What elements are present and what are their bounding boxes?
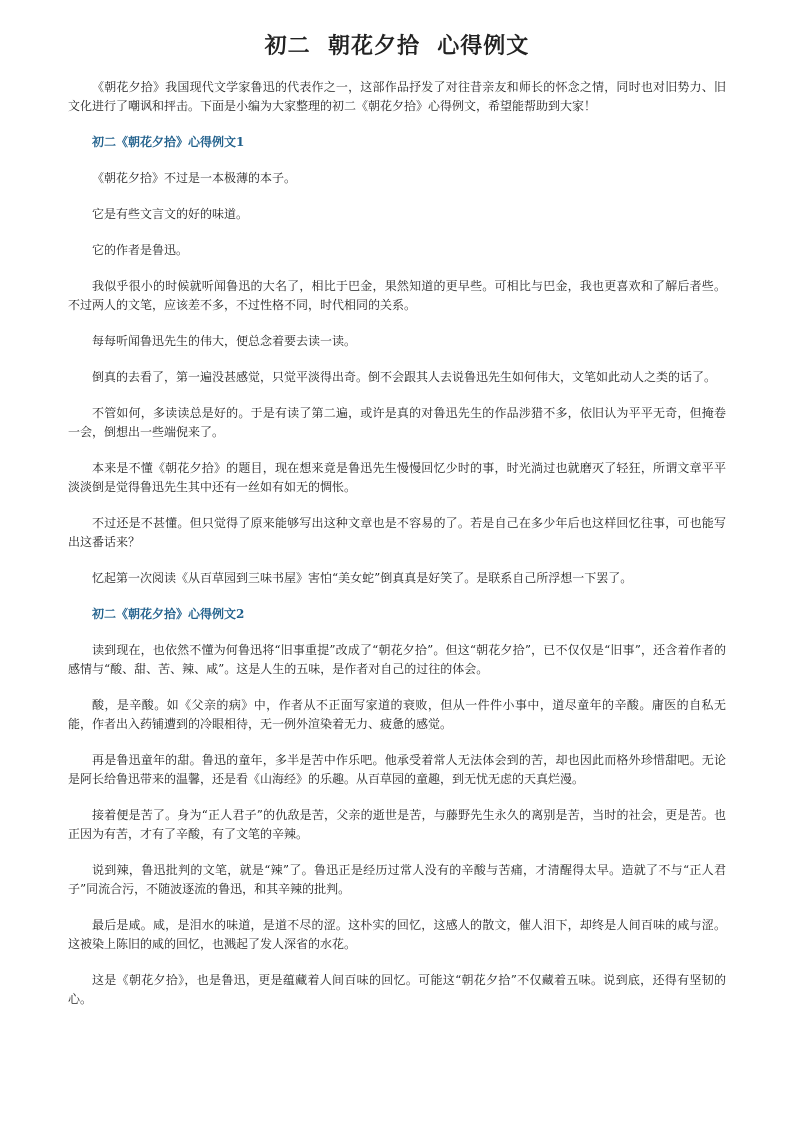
paragraph: 它是有些文言文的好的味道。	[92, 207, 249, 221]
paragraph: 倒真的去看了，第一遍没甚感觉，只觉平淡得出奇。倒不会跟其人去说鲁迅先生如何伟大，文笔如此动人之类的话了。	[92, 370, 717, 384]
paragraph: 再是鲁迅童年的甜。鲁迅的童年，多半是苦中作乐吧。他承受着常人无法体会到的苦，却也因此而格外珍惜甜吧。无论是阿长给鲁迅带来的温馨，还是看《山海经》的乐趣。从百草园的童趣，到无忧无虑的天真烂漫。	[68, 753, 726, 786]
paragraph: 最后是咸。咸，是泪水的味道，是道不尽的涩。这朴实的回忆，这感人的散文，催人泪下，却终是人间百味的咸与涩。这被染上陈旧的咸的回忆，也溅起了发人深省的水花。	[68, 918, 726, 951]
paragraph: 《朝花夕拾》不过是一本极薄的本子。	[92, 171, 297, 185]
paragraph: 说到辣，鲁迅批判的文笔，就是“辣”了。鲁迅正是经历过常人没有的辛酸与苦痛，才清醒得太早。造就了不与“正人君子”同流合污，不随波逐流的鲁迅，和其辛辣的批判。	[68, 863, 726, 896]
paragraph: 不管如何，多读读总是好的。于是有读了第二遍，或许是真的对鲁迅先生的作品涉猎不多，依旧认为平平无奇，但掩卷一会，倒想出一些端倪来了。	[68, 406, 726, 439]
paragraph: 它的作者是鲁迅。	[92, 243, 189, 257]
paragraph: 本来是不懂《朝花夕拾》的题目，现在想来竟是鲁迅先生慢慢回忆少时的事，时光淌过也就磨灭了轻狂，所谓文章平平淡淡倒是觉得鲁迅先生其中还有一丝如有如无的惆怅。	[68, 461, 726, 494]
paragraph: 接着便是苦了。身为“正人君子”的仇敌是苦，父亲的逝世是苦，与藤野先生永久的离别是苦，当时的社会，更是苦。也正因为有苦，才有了辛酸，有了文笔的辛辣。	[68, 808, 726, 841]
section-heading: 初二《朝花夕拾》心得例文1	[92, 135, 245, 149]
document-title: 初二 朝花夕拾 心得例文	[264, 34, 530, 59]
paragraph: 读到现在，也依然不懂为何鲁迅将“旧事重提”改成了“朝花夕拾”。但这“朝花夕拾”，已不仅仅是“旧事”，还含着作者的感情与“酸、甜、苦、辣、咸”。这是人生的五味，是作者对自己的过往的体会。	[68, 643, 726, 676]
paragraph: 这是《朝花夕拾》，也是鲁迅，更是蕴藏着人间百味的回忆。可能这“朝花夕拾”不仅藏着五味。说到底，还得有坚韧的心。	[68, 973, 726, 1006]
section-1	[68, 133, 726, 588]
paragraph: 每每听闻鲁迅先生的伟大，便总念着要去读一读。	[92, 334, 357, 348]
paragraph: 不过还是不甚懂。但只觉得了原来能够写出这种文章也是不容易的了。若是自己在多少年后也这样回忆往事，可也能写出这番话来？	[68, 516, 726, 549]
paragraph: 酸，是辛酸。如《父亲的病》中，作者从不正面写家道的衰败，但从一件件小事中，道尽童年的辛酸。庸医的自私无能，作者出入药铺遭到的冷眼相待，无一例外渲染着无力、疲惫的感觉。	[68, 698, 726, 731]
section-heading: 初二《朝花夕拾》心得例文2	[92, 607, 245, 621]
intro-paragraph: 《朝花夕拾》我国现代文学家鲁迅的代表作之一，这部作品抒发了对往昔亲友和师长的怀念之情，同时也对旧势力、旧文化进行了嘲讽和抨击。下面是小编为大家整理的初二《朝花夕拾》心得例文，希望能帮助到大家！	[68, 80, 726, 113]
paragraph: 忆起第一次阅读《从百草园到三味书屋》害怕“美女蛇”倒真真是好笑了。是联系自己所浮想一下罢了。	[92, 571, 633, 585]
section-2	[68, 605, 726, 1009]
paragraph: 我似乎很小的时候就听闻鲁迅的大名了，相比于巴金，果然知道的更早些。可相比与巴金，我也更喜欢和了解后者些。不过两人的文笔，应该差不多，不过性格不同，时代相同的关系。	[68, 279, 726, 312]
